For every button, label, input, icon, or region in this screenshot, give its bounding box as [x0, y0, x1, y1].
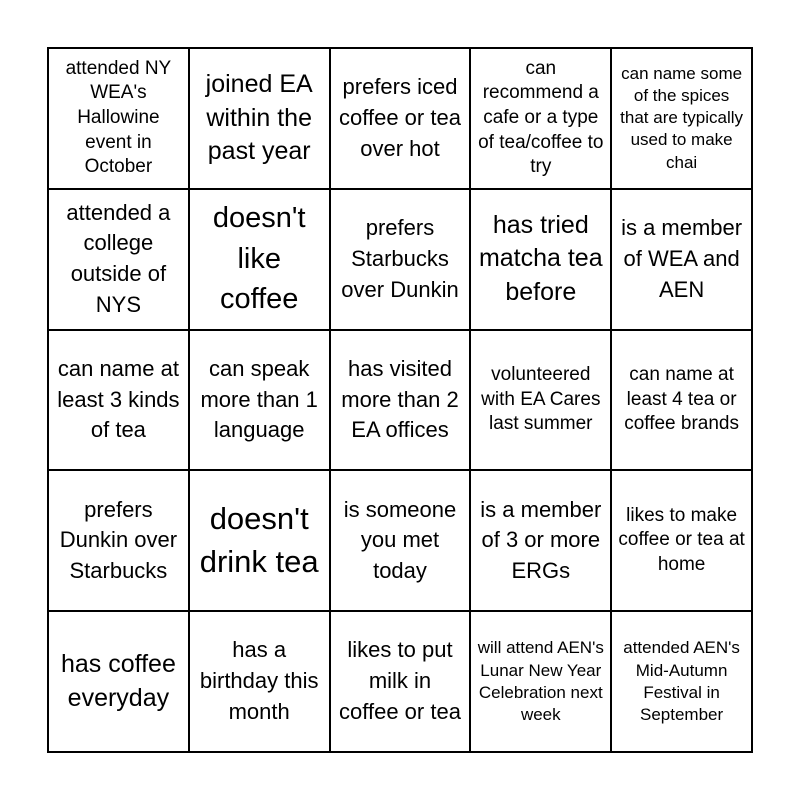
bingo-cell-text: will attend AEN's Lunar New Year Celebration next week: [477, 638, 604, 724]
bingo-cell-text: joined EA within the past year: [205, 69, 313, 166]
bingo-cell[interactable]: [330, 330, 471, 471]
bingo-cell[interactable]: [470, 48, 611, 189]
bingo-cell-text: prefers Dunkin over Starbucks: [59, 496, 178, 584]
bingo-cell[interactable]: [611, 48, 752, 189]
bingo-cell-text: has a birthday this month: [199, 637, 319, 724]
bingo-cell-text: prefers Starbucks over Dunkin: [341, 215, 459, 302]
bingo-cell-text: can name at least 3 kinds of tea: [57, 355, 180, 443]
bingo-cell-text: prefers iced coffee or tea over hot: [339, 74, 461, 161]
bingo-cell-text: has visited more than 2 EA offices: [341, 355, 459, 443]
bingo-cell[interactable]: [330, 470, 471, 611]
bingo-cell[interactable]: [611, 189, 752, 330]
bingo-cell[interactable]: [189, 189, 330, 330]
bingo-cell[interactable]: [470, 189, 611, 330]
bingo-cell[interactable]: [330, 48, 471, 189]
bingo-cell-text: can recommend a cafe or a type of tea/coffee to try: [478, 57, 604, 178]
bingo-cell[interactable]: [330, 189, 471, 330]
bingo-cell-text: can name at least 4 tea or coffee brands: [624, 363, 739, 435]
bingo-cell[interactable]: [470, 330, 611, 471]
bingo-board: [47, 47, 753, 753]
bingo-cell-text: can name some of the spices that are typically used to make chai: [620, 64, 744, 172]
bingo-cell[interactable]: [470, 611, 611, 752]
bingo-cell[interactable]: [470, 470, 611, 611]
bingo-cell-text: doesn't like coffee: [212, 202, 306, 316]
bingo-cell[interactable]: [611, 470, 752, 611]
bingo-cell[interactable]: [330, 611, 471, 752]
bingo-cell[interactable]: [189, 470, 330, 611]
bingo-cell[interactable]: [189, 48, 330, 189]
bingo-cell-text: is a member of WEA and AEN: [621, 215, 743, 302]
bingo-cell[interactable]: [48, 470, 189, 611]
bingo-cell-text: attended AEN's Mid-Autumn Festival in September: [623, 638, 740, 724]
bingo-cell-text: attended NY WEA's Hallowine event in October: [65, 57, 172, 178]
bingo-cell-text: is someone you met today: [343, 496, 457, 584]
bingo-cell[interactable]: [48, 611, 189, 752]
bingo-cell-text: has tried matcha tea before: [478, 210, 603, 307]
bingo-cell[interactable]: [48, 48, 189, 189]
bingo-cell[interactable]: [48, 330, 189, 471]
bingo-cell-text: likes to make coffee or tea at home: [618, 504, 745, 576]
bingo-cell-text: volunteered with EA Cares last summer: [481, 363, 601, 435]
bingo-cell-text: is a member of 3 or more ERGs: [480, 496, 602, 584]
bingo-cell-text: likes to put milk in coffee or tea: [339, 637, 461, 724]
bingo-cell-text: has coffee everyday: [60, 649, 176, 712]
bingo-cell-text: can speak more than 1 language: [200, 355, 318, 443]
bingo-cell-text: attended a college outside of NYS: [66, 199, 171, 317]
bingo-cell[interactable]: [611, 330, 752, 471]
bingo-cell[interactable]: [611, 611, 752, 752]
bingo-cell-text: doesn't drink tea: [199, 501, 319, 579]
bingo-cell[interactable]: [189, 330, 330, 471]
bingo-cell[interactable]: [48, 189, 189, 330]
bingo-cell[interactable]: [189, 611, 330, 752]
